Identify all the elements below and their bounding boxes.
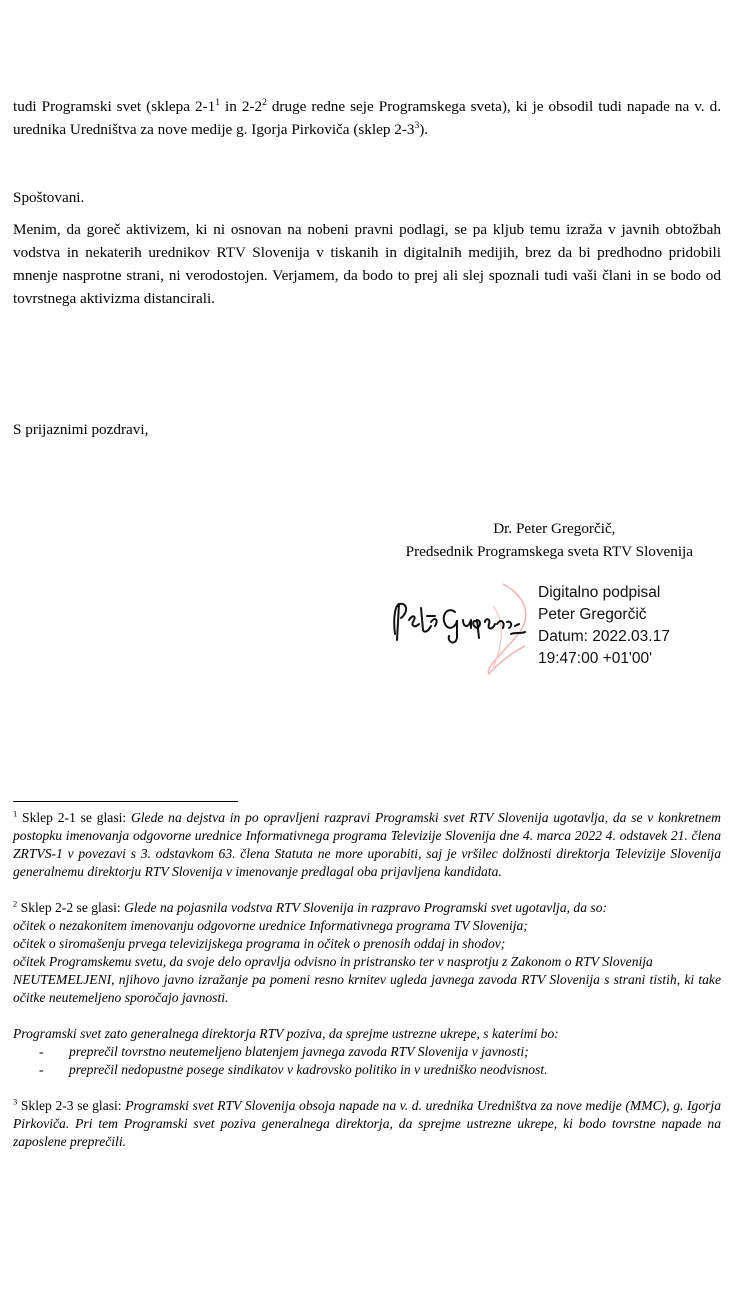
list-item-text: preprečil tovrstno neutemeljeno blatenjem javnega zavoda RTV Slovenija v javnosti; bbox=[69, 1044, 529, 1059]
footnote-bullet-list bbox=[13, 1043, 721, 1079]
intro-text-3: druge redne seje Programskega sveta), ki je obsodil tudi napade na v. d. urednika Uredništva za nove medije g. Igorja Pirkoviča (sklep 2-3 bbox=[13, 98, 722, 138]
intro-text-1: tudi Programski svet (sklepa 2-1 bbox=[13, 98, 216, 115]
footnote-line: očitek o nezakonitem imenovanju odgovorne urednice Informativnega programa TV Slovenija; bbox=[13, 918, 528, 933]
footnote-line: očitek o siromašenju prvega televizijskega programa in očitek o prenosih oddaj in shodov; bbox=[13, 936, 506, 951]
footnote-request: Programski svet zato generalnega direktorja RTV poziva, da sprejme ustrezne ukrepe, s katerimi bo: bbox=[13, 1026, 559, 1041]
footnote-3 bbox=[13, 1097, 721, 1151]
list-item bbox=[13, 1061, 721, 1079]
signer-name: Dr. Peter Gregorčič, bbox=[493, 520, 616, 537]
footnote-1 bbox=[13, 809, 721, 881]
footnote-lead: Sklep 2-3 se glasi: bbox=[17, 1098, 126, 1113]
signature-scribble-1 bbox=[394, 604, 436, 640]
footnote-divider bbox=[13, 801, 238, 802]
intro-text-2: in 2-2 bbox=[220, 98, 263, 115]
signature-stamp-stroke bbox=[488, 584, 525, 674]
footnote-text: Glede na pojasnila vodstva RTV Slovenija in razpravo Programski svet ugotavlja, da so: bbox=[124, 900, 608, 915]
handwritten-signature-image bbox=[385, 576, 545, 676]
footnote-line: NEUTEMELJENI, njihovo javno izražanje pa pomeni resno krnitev ugleda javnega zavoda RTV Slovenija s strani tistih, ki take očitke neutemeljeno sporočajo javnosti. bbox=[13, 972, 721, 1005]
footnote-number: 2 bbox=[13, 898, 18, 909]
signer-title: Predsednik Programskega sveta RTV Slovenija bbox=[405, 543, 693, 560]
footnote-number: 1 bbox=[13, 808, 18, 819]
footnote-2 bbox=[13, 899, 721, 1079]
spacer bbox=[13, 1007, 721, 1025]
closing-greeting: S prijaznimi pozdravi, bbox=[13, 421, 149, 438]
dash-bullet: - bbox=[39, 1062, 44, 1077]
digital-sig-line-1: Digitalno podpisal bbox=[538, 584, 661, 601]
digital-sig-line-3: Datum: 2022.03.17 bbox=[538, 628, 670, 645]
footnote-ref-2[interactable]: 2 bbox=[262, 97, 267, 108]
digital-sig-line-4: 19:47:00 +01'00' bbox=[538, 650, 653, 667]
digital-signature-info bbox=[538, 582, 670, 670]
footnote-number: 3 bbox=[13, 1096, 18, 1107]
footnote-line: očitek Programskemu svetu, da svoje delo opravlja odvisno in pristransko ter v nasprotju z Zakonom o RTV Slovenija bbox=[13, 954, 653, 969]
footnote-lead: Sklep 2-1 se glasi: bbox=[17, 810, 131, 825]
signature-block bbox=[406, 517, 693, 563]
salutation: Spoštovani. bbox=[13, 189, 85, 206]
main-paragraph: Menim, da goreč aktivizem, ki ni osnovan na nobeni pravni podlagi, se pa kljub temu izraža v javnih obtožbah vodstva in nekaterih urednikov RTV Slovenija v tiskanih in digitalnih medijih, brez da bi predhodno pridobili mnenje nasprotne strani, ni verodostojen. Verjamem, da bodo to prej ali slej spoznali tudi vaši člani in se bodo od tovrstnega aktivizma distancirali. bbox=[13, 221, 721, 307]
footnote-ref-3[interactable]: 3 bbox=[414, 120, 420, 131]
footnotes bbox=[13, 809, 721, 1169]
signature-stamp-stroke-2 bbox=[493, 606, 501, 668]
footnote-text: Programski svet RTV Slovenija obsoja napade na v. d. urednika Uredništva za nove medije (MMC), g. Igorja Pirkoviča. Pri tem Programski svet poziva generalnega direktorja, da sprejme ustrezne ukrepe, ki bodo tovrstne napade na zaposlene preprečili. bbox=[13, 1098, 721, 1149]
signature-scribble-2 bbox=[444, 610, 525, 642]
footnote-text: Glede na dejstva in po opravljeni razpravi Programski svet RTV Slovenija ugotavlja, da se v konkretnem postopku imenovanja odgovorne urednice Informativnega programa Televizije Slovenija dne 4. marca 2022 4. odstavek 21. člena ZRTVS-1 v povezavi s 3. odstavkom 63. člena Statuta ne more uporabiti, saj je vršilec dolžnosti direktorja Televizije Slovenija generalnemu direktorju RTV Slovenija v imenovanje predlagal oba prijavljena kandidata. bbox=[13, 810, 721, 879]
list-item-text: preprečil nedopustne posege sindikatov v kadrovsko politiko in v uredniško neodvisnost. bbox=[69, 1062, 548, 1077]
digital-sig-line-2: Peter Gregorčič bbox=[538, 606, 647, 623]
footnote-ref-1[interactable]: 1 bbox=[215, 97, 220, 108]
dash-bullet: - bbox=[39, 1044, 44, 1059]
list-item bbox=[13, 1043, 721, 1061]
intro-text-4: ). bbox=[419, 121, 429, 138]
intro-paragraph bbox=[13, 95, 721, 141]
footnote-lead: Sklep 2-2 se glasi: bbox=[17, 900, 125, 915]
